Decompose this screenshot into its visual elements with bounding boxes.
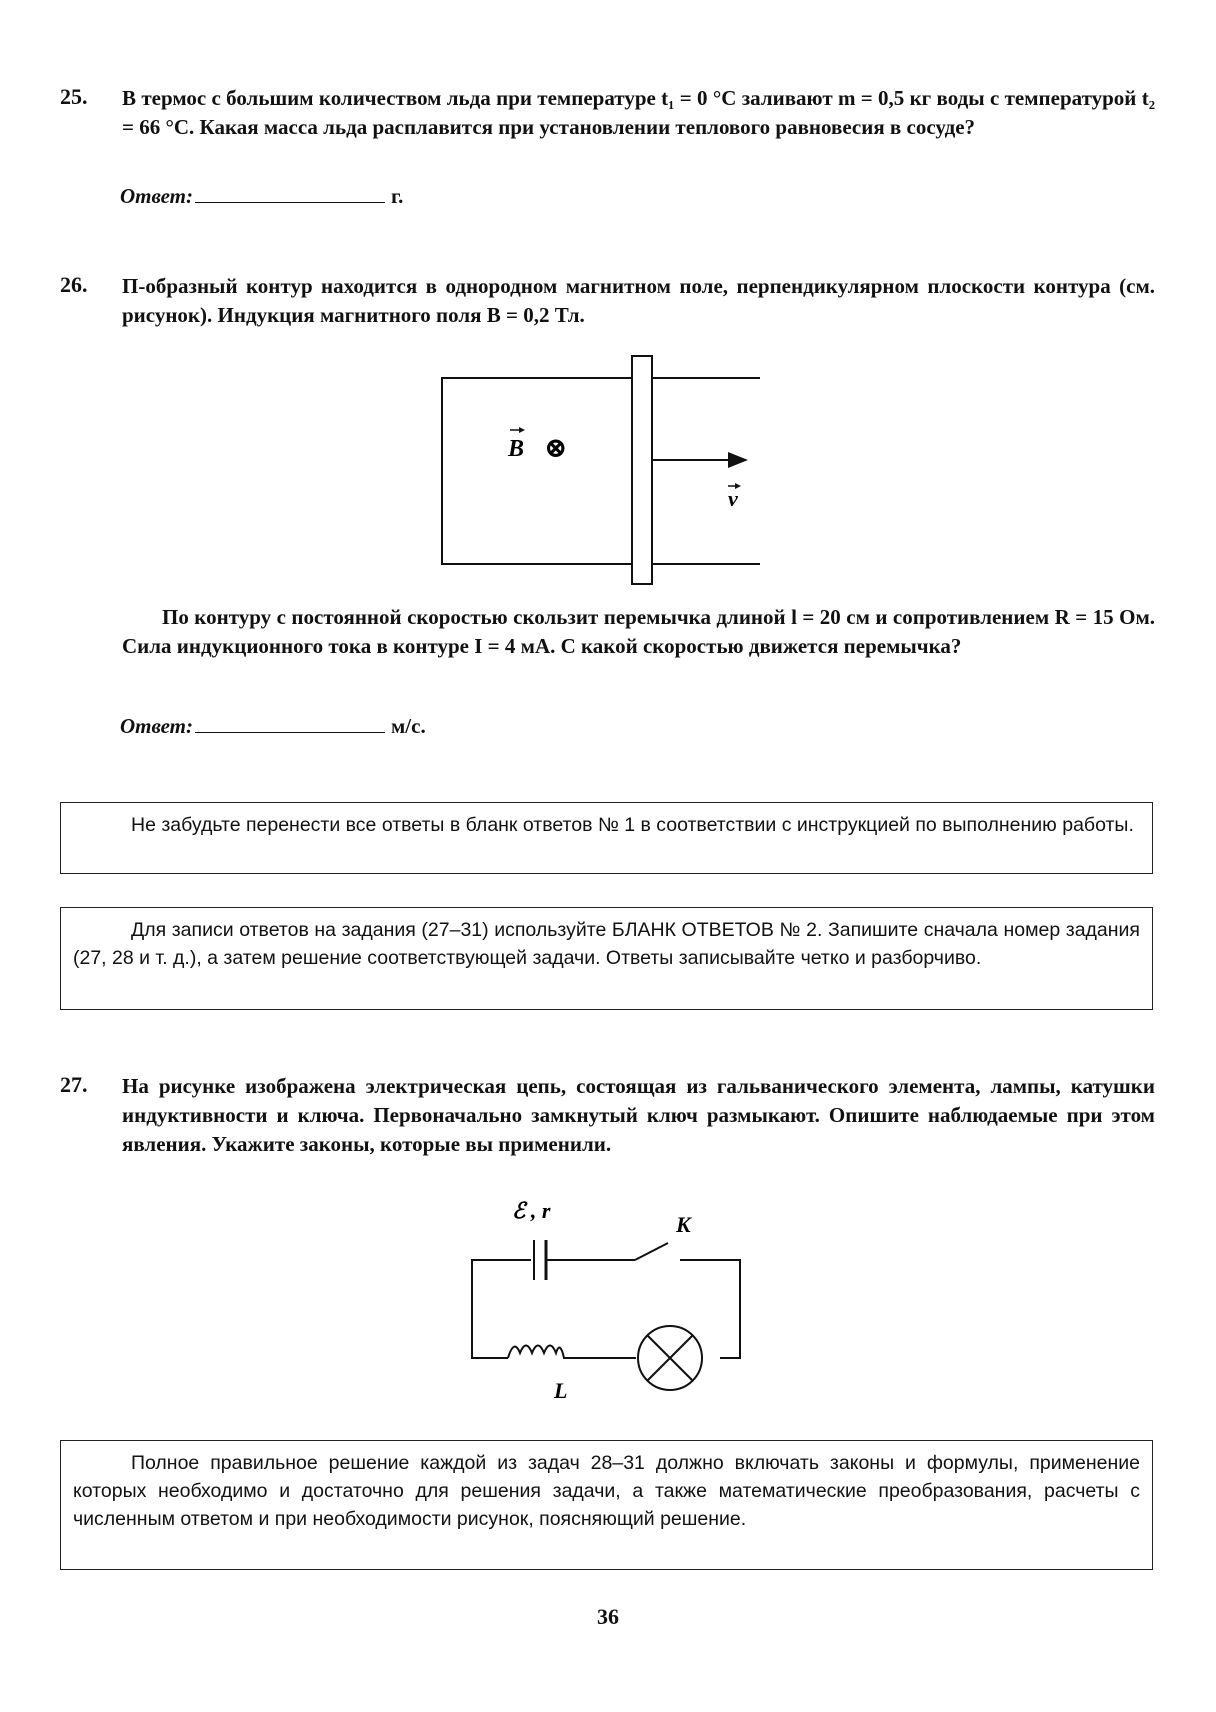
field-into-page-icon: ⊗ [544, 433, 568, 464]
notice-text: Полное правильное решение каждой из задач 28–31 должно включать законы и формулы, применение которых необходимо и достаточно для решения задачи, а также математические преобразования, расчеты с численным ответом и при необходимости рисунок, поясняющий решение. [73, 1452, 1140, 1530]
task-26-continued [60, 603, 1155, 661]
u-shaped-contour [442, 378, 760, 564]
task-number: 27. [60, 1072, 88, 1097]
source-label: ℰ , r [512, 1198, 551, 1223]
task-text: В термос с большим количеством льда при температуре t₁ = 0 °С заливают m = 0,5 кг воды с температурой t₂ = 66 °С. Какая масса льда расплавится при установлении теплового равновесия в сосуде? [122, 86, 1155, 139]
inductor-coil [508, 1346, 636, 1359]
switch-label: K [676, 1212, 691, 1237]
magnetic-circuit-figure [430, 350, 780, 590]
notice-text: Для записи ответов на задания (27–31) используйте БЛАНК ОТВЕТОВ № 2. Запишите сначала номер задания (27, 28 и т. д.), а затем решение соответствующей задачи. Ответы записывайте четко и разборчиво. [73, 919, 1140, 969]
notice-transfer-answers [60, 802, 1153, 874]
answer-field[interactable] [195, 714, 385, 733]
task-text-2: По контуру с постоянной скоростью скользит перемычка длиной l = 20 см и сопротивлением R = 15 Ом. Сила индукционного тока в контуре I = 4 мА. С какой скоростью движется перемычка? [122, 605, 1155, 658]
circuit-wire-right [680, 1260, 740, 1358]
task-number: 25. [60, 84, 88, 109]
task-text: На рисунке изображена электрическая цепь, состоящая из гальванического элемента, лампы, катушки индуктивности и ключа. Первоначально замкнутый ключ размыкают. Опишите наблюдаемые при этом явления. Укажите законы, которые вы применили. [122, 1074, 1155, 1156]
notice-text: Не забудьте перенести все ответы в бланк ответов № 1 в соответствии с инструкцией по выполнению работы. [131, 814, 1134, 836]
electric-circuit-figure [460, 1188, 760, 1408]
switch-blade [635, 1243, 668, 1260]
circuit-wire-left [472, 1260, 531, 1358]
task-text: П-образный контур находится в однородном магнитном поле, перпендикулярном плоскости контура (см. рисунок). Индукция магнитного поля B = 0,2 Тл. [122, 274, 1155, 327]
task-number: 26. [60, 272, 88, 297]
task-25 [60, 84, 1155, 142]
answer-25 [120, 184, 403, 209]
notice-full-solution [60, 1440, 1153, 1570]
velocity-label: v [728, 486, 738, 511]
inductor-label: L [554, 1378, 568, 1403]
task-26 [60, 272, 1155, 330]
answer-unit: м/с. [391, 714, 426, 738]
answer-label: Ответ: [120, 714, 193, 738]
notice-answer-form-2 [60, 907, 1153, 1010]
task-27 [60, 1072, 1155, 1159]
field-vector-label [507, 427, 525, 462]
page-number: 36 [597, 1604, 619, 1629]
answer-field[interactable] [195, 184, 385, 203]
answer-26 [120, 714, 426, 739]
sliding-bar [632, 356, 652, 584]
answer-label: Ответ: [120, 184, 193, 208]
field-label: B [508, 436, 525, 462]
velocity-arrow-head [728, 452, 748, 468]
answer-unit: г. [391, 184, 404, 208]
velocity-vector-label [728, 483, 741, 511]
